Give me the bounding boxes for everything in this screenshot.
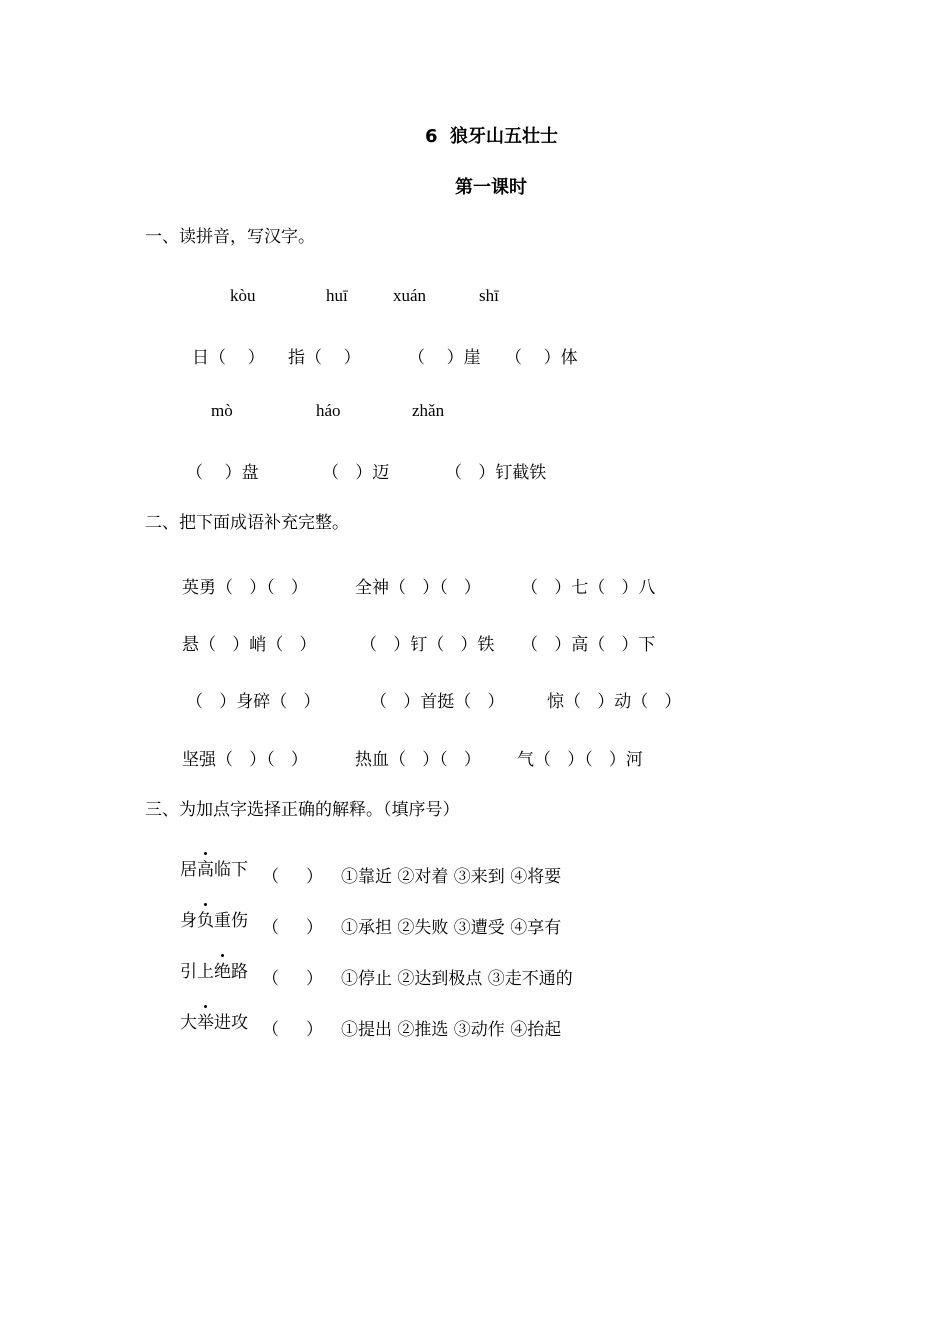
word-part: 临下 (214, 860, 248, 880)
definition-options: ①停止 ②达到极点 ③走不通的 (341, 969, 573, 989)
idiom-blank: 惊（ ）动（ ） (547, 692, 682, 712)
pinyin-shi: shī (479, 286, 499, 305)
pinyin-xuan: xuán (393, 286, 427, 305)
dotted-char: 高 (197, 860, 214, 880)
word-blank: 日（ ） (192, 348, 265, 368)
answer-blank: （ ） (262, 1020, 324, 1040)
pinyin-zhan: zhǎn (412, 401, 445, 420)
definition-item-2 (180, 913, 248, 930)
word-part: 引上 (180, 962, 214, 982)
answer-blank: （ ） (262, 867, 324, 887)
idiom-blank: （ ）钉（ ）铁 (360, 635, 495, 655)
pinyin-hui: huī (326, 286, 348, 305)
word-blank: （ ）体 (505, 348, 578, 368)
word-blank: （ ）迈 (322, 463, 390, 483)
idiom-blank: 全神（ ）（ ） (355, 578, 481, 598)
word-blank: （ ）崖 (408, 348, 481, 368)
word-part: 身 (180, 911, 197, 931)
section-2-heading: 二、把下面成语补充完整。 (145, 513, 349, 533)
word-part: 大 (180, 1013, 197, 1033)
definition-item-3 (180, 964, 248, 981)
definition-options: ①靠近 ②对着 ③来到 ④将要 (341, 867, 562, 887)
page-title: 6 狼牙山五壮士 (425, 126, 559, 147)
dotted-char: 举 (197, 1013, 214, 1033)
word-part: 重伤 (214, 911, 248, 931)
answer-blank: （ ） (262, 918, 324, 938)
idiom-blank: 气（ ）（ ）河 (517, 750, 643, 770)
pinyin-kou: kòu (230, 286, 256, 305)
word-part: 路 (231, 962, 248, 982)
dotted-char: 绝 (214, 962, 231, 982)
word-part: 进攻 (214, 1013, 248, 1033)
idiom-blank: （ ）七（ ）八 (521, 578, 656, 598)
definition-item-1 (180, 862, 248, 879)
pinyin-mo: mò (211, 401, 233, 420)
dotted-char: 负 (197, 911, 214, 931)
pinyin-hao: háo (316, 401, 341, 420)
page-subtitle: 第一课时 (455, 177, 527, 198)
word-part: 居 (180, 860, 197, 880)
idiom-blank: （ ）首挺（ ） (370, 692, 505, 712)
section-3-heading: 三、为加点字选择正确的解释。（填序号） (145, 800, 460, 820)
idiom-blank: （ ）高（ ）下 (521, 635, 656, 655)
idiom-blank: （ ）身碎（ ） (186, 692, 321, 712)
idiom-blank: 热血（ ）（ ） (355, 750, 481, 770)
definition-options: ①承担 ②失败 ③遭受 ④享有 (341, 918, 562, 938)
answer-blank: （ ） (262, 969, 324, 989)
idiom-blank: 坚强（ ）（ ） (182, 750, 308, 770)
section-1-heading: 一、读拼音，写汉字。 (145, 227, 315, 247)
word-blank: （ ）钉截铁 (445, 463, 547, 483)
word-blank: 指（ ） (288, 348, 361, 368)
definition-item-4 (180, 1015, 248, 1032)
definition-options: ①提出 ②推选 ③动作 ④抬起 (341, 1020, 562, 1040)
word-blank: （ ）盘 (186, 463, 259, 483)
idiom-blank: 英勇（ ）（ ） (182, 578, 308, 598)
idiom-blank: 悬（ ）峭（ ） (182, 635, 317, 655)
